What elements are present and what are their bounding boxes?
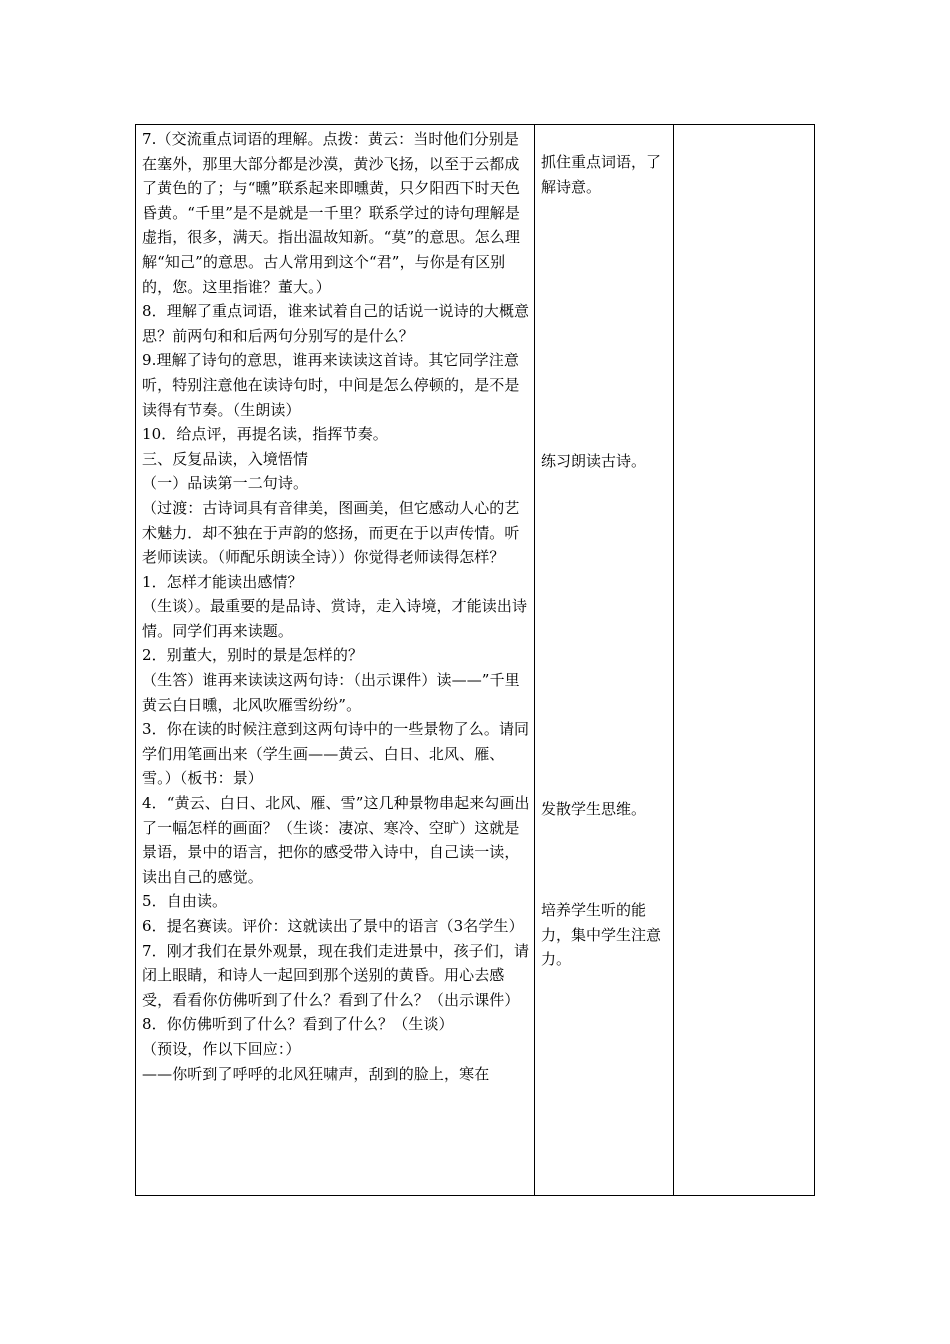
paragraph: （生答）谁再来读读这两句诗：（出示课件）读——”千里黄云白日曛，北风吹雁雪纷纷”。 [142, 671, 520, 714]
teaching-process-cell [136, 125, 535, 1196]
teaching-process-text [136, 125, 534, 1086]
paragraph: 三、反复品读，入境悟情 [142, 449, 309, 468]
notes-cell [673, 125, 814, 1196]
paragraph: 7．刚才我们在景外观景，现在我们走进景中，孩子们，请闭上眼睛，和诗人一起回到那个送别的黄昏。用心去感受，看看你仿佛听到了什么？看到了什么？（出示课件） [142, 941, 530, 1009]
paragraph: 8．你仿佛听到了什么？看到了什么？（生谈） [142, 1015, 454, 1034]
paragraph: 6．提名赛读。评价：这就读出了景中的语言（3名学生） [142, 917, 524, 935]
paragraph: 10．给点评，再提名读，指挥节奏。 [142, 425, 388, 444]
design-intent-note: 发散学生思维。 [541, 800, 647, 818]
paragraph: 1．怎样才能读出感情？ [142, 572, 303, 591]
paragraph: （生谈）。最重要的是品诗、赏诗，走入诗境，才能读出诗情。同学们再来读题。 [142, 597, 528, 640]
paragraph: 4．“黄云、白日、北风、雁、雪”这几种景物串起来勾画出了一幅怎样的画面？（生谈：凄凉、寒冷、空旷）这就是景语，景中的语言，把你的感受带入诗中，自己读一读，读出自己的感觉。 [142, 794, 530, 886]
paragraph: （过渡：古诗词具有音律美，图画美，但它感动人心的艺术魅力．却不独在于声韵的悠扬，而更在于以声传情。听老师读读。（师配乐朗读全诗））你觉得老师读得怎样？ [142, 498, 520, 567]
paragraph: 3．你在读的时候注意到这两句诗中的一些景物了么。请同学们用笔画出来（学生画——黄云、白日、北风、雁、雪。）（板书：景） [142, 720, 530, 788]
paragraph: 8．理解了重点词语，谁来试着自己的话说一说诗的大概意思？前两句和和后两句分别写的是什么？ [142, 302, 530, 345]
design-intent-note: 抓住重点词语，了解诗意。 [541, 153, 662, 196]
paragraph: 9.理解了诗句的意思，谁再来读读这首诗。其它同学注意听，特别注意他在读诗句时，中间是怎么停顿的，是不是读得有节奏。（生朗读） [142, 351, 520, 419]
paragraph: （预设，作以下回应：） [142, 1039, 301, 1058]
paragraph: （一）品读第一二句诗。 [142, 474, 309, 493]
design-intent-note: 培养学生听的能力，集中学生注意力。 [541, 901, 662, 969]
design-intent-note: 练习朗读古诗。 [541, 452, 647, 470]
paragraph: ——你听到了呼呼的北风狂啸声，刮到的脸上，寒在 [142, 1064, 490, 1083]
paragraph: 5．自由读。 [142, 892, 228, 911]
table-row [136, 125, 815, 1196]
paragraph: 7.（交流重点词语的理解。点拨：黄云：当时他们分别是在塞外，那里大部分都是沙漠，黄沙飞扬，以至于云都成了黄色的了；与“曛”联系起来即曛黄，只夕阳西下时天色昏黄。“千里”是不是就是一千里？联系学过的诗句理解是虚指，很多，满天。指出温故知新。“莫”的意思。怎么理解“知己”的意思。古人常用到这个“君”，与你是有区别的，您。这里指谁？董大。） [142, 130, 520, 296]
paragraph: 2．别董大，别时的景是怎样的？ [142, 646, 364, 665]
lesson-table [135, 124, 815, 1196]
design-intent-cell [535, 125, 673, 1196]
